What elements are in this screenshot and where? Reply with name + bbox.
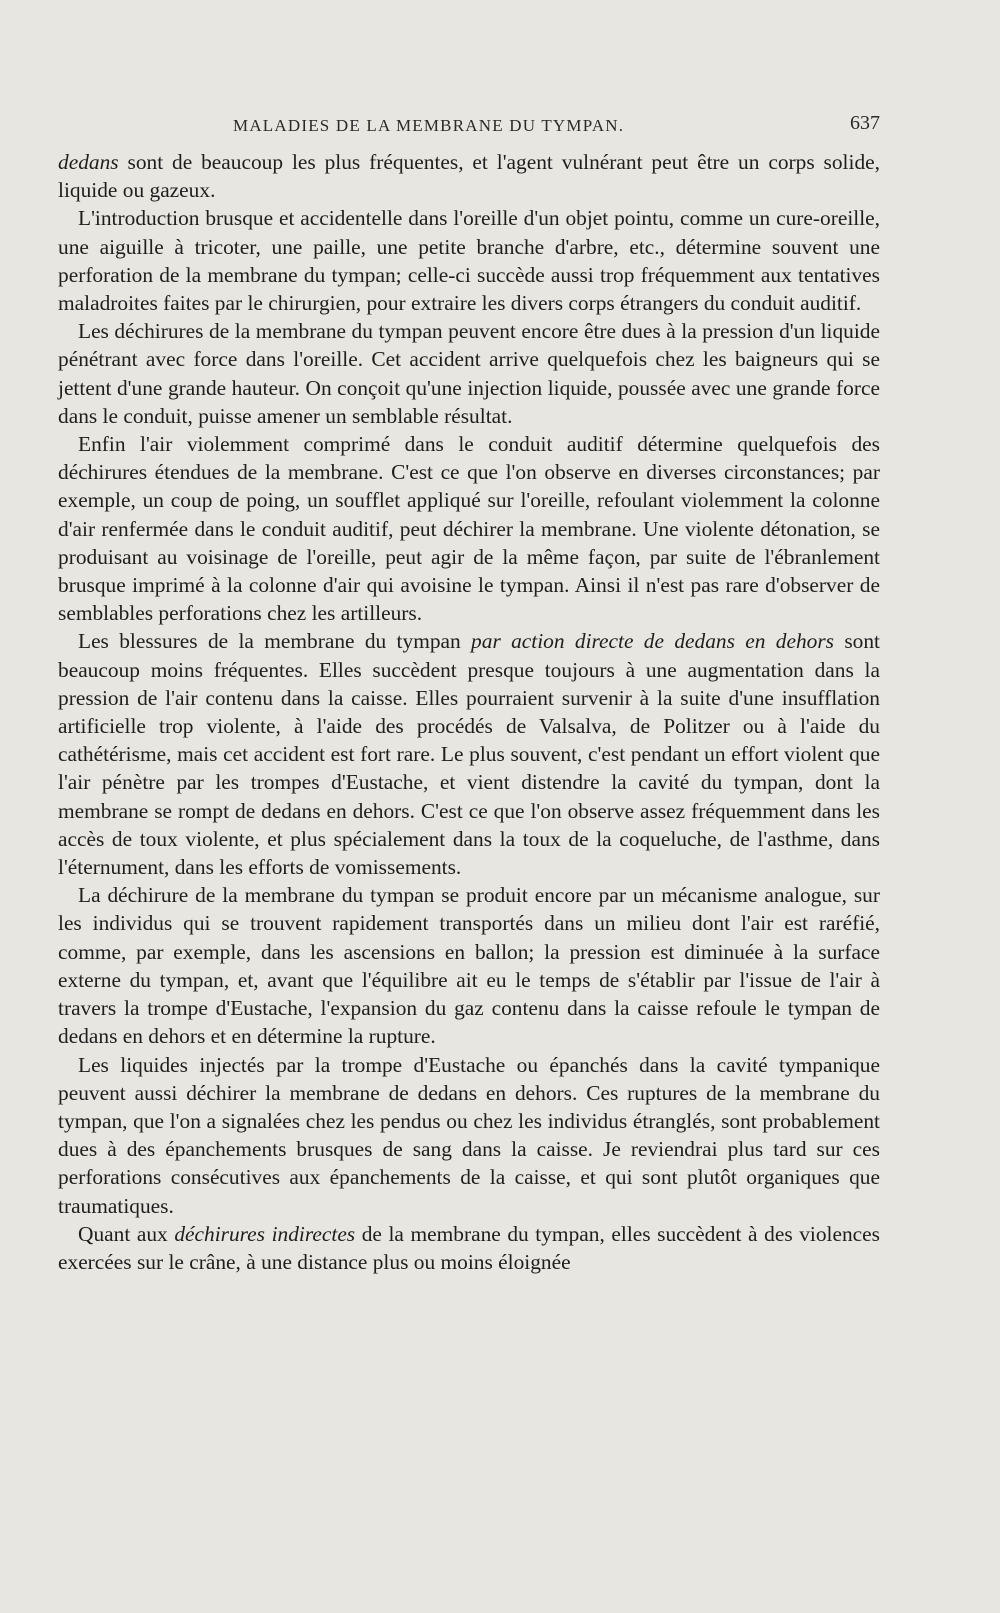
paragraph-text: La déchirure de la membrane du tympan se produit encore par un mécanisme analogue, sur les individus qui se trouvent rapidement transportés dans un milieu dont l'air est raréfié, comme, par exemple, dans les ascensions en ballon; la pression est diminuée à la surface externe du tympan, et, avant que l'équilibre ait eu le temps de s'établir par l'issue de l'air à travers la trompe d'Eustache, l'expansion du gaz contenu dans la caisse refoule le tympan de dedans en dehors et en détermine la rupture. — [58, 883, 880, 1049]
body-text — [58, 148, 880, 1276]
paragraph-7 — [58, 1051, 880, 1220]
paragraph-text: Quant aux — [78, 1221, 175, 1246]
italic-text: déchirures indirectes — [174, 1221, 356, 1246]
paragraph-8 — [58, 1220, 880, 1276]
paragraph-1 — [58, 148, 880, 204]
paragraph-5 — [58, 627, 880, 881]
paragraph-text: L'introduction brusque et accidentelle dans l'oreille d'un objet pointu, comme un cure-oreille, une aiguille à tricoter, une paille, une petite branche d'arbre, etc., détermine souvent une perforation de la membrane du tympan; celle-ci succède aussi trop fréquemment aux tentatives maladroites faites par le chirurgien, pour extraire les divers corps étrangers du conduit auditif. — [58, 206, 880, 316]
paragraph-2 — [58, 204, 880, 317]
running-title: MALADIES DE LA MEMBRANE DU TYMPAN. — [233, 116, 625, 135]
paragraph-text: de la membrane du tympan, elles succèdent à des violences exercées sur le crâne, à une distance plus ou moins éloignée — [58, 1221, 880, 1274]
italic-text: par action directe de dedans en dehors — [471, 629, 834, 654]
page-header — [58, 112, 880, 142]
paragraph-3 — [58, 317, 880, 430]
paragraph-6 — [58, 881, 880, 1050]
italic-text: dedans — [58, 150, 119, 174]
paragraph-4 — [58, 430, 880, 627]
page-number: 637 — [850, 112, 880, 134]
paragraph-text: sont de beaucoup les plus fréquentes, et l'agent vulnérant peut être un corps solide, liquide ou gazeux. — [58, 150, 880, 203]
paragraph-text: Les liquides injectés par la trompe d'Eustache ou épanchés dans la cavité tympanique peuvent aussi déchirer la membrane de dedans en dehors. Ces ruptures de la membrane du tympan, que l'on a signalées chez les pendus ou chez les individus étranglés, sont probablement dues à des épanchements brusques de sang dans la caisse. Je reviendrai plus tard sur ces perforations consécutives aux épanchements de la caisse, et qui sont plutôt organiques que traumatiques. — [58, 1052, 880, 1218]
paragraph-text: Enfin l'air violemment comprimé dans le conduit auditif détermine quelquefois des déchirures étendues de la membrane. C'est ce que l'on observe en diverses circonstances; par exemple, un coup de poing, un soufflet appliqué sur l'oreille, refoulant violemment la colonne d'air renfermée dans le conduit auditif, peut déchirer la membrane. Une violente détonation, se produisant au voisinage de l'oreille, peut agir de la même façon, par suite de l'ébranlement brusque imprimé à la colonne d'air qui avoisine le tympan. Ainsi il n'est pas rare d'observer de semblables perforations chez les artilleurs. — [58, 432, 880, 626]
paragraph-text: Les blessures de la membrane du tympan — [78, 629, 472, 654]
paragraph-text: Les déchirures de la membrane du tympan peuvent encore être dues à la pression d'un liquide pénétrant avec force dans l'oreille. Cet accident arrive quelquefois chez les baigneurs qui se jettent d'une grande hauteur. On conçoit qu'une injection liquide, poussée avec une grande force dans le conduit, puisse amener un semblable résultat. — [58, 319, 880, 428]
paragraph-text: sont beaucoup moins fréquentes. Elles succèdent presque toujours à une augmentation dans la pression de l'air contenu dans la caisse. Elles pourraient survenir à la suite d'une insufflation artificielle trop violente, à l'aide des procédés de Valsalva, de Politzer ou à l'aide du cathétérisme, mais cet accident est fort rare. Le plus souvent, c'est pendant un effort violent que l'air pénètre par les trompes d'Eustache, et vient distendre la cavité du tympan, dont la membrane se rompt de dedans en dehors. C'est ce que l'on observe assez fréquemment dans les accès de toux violente, et plus spécialement dans la toux de la coqueluche, de l'asthme, dans l'éternument, dans les efforts de vomissements. — [58, 629, 880, 880]
